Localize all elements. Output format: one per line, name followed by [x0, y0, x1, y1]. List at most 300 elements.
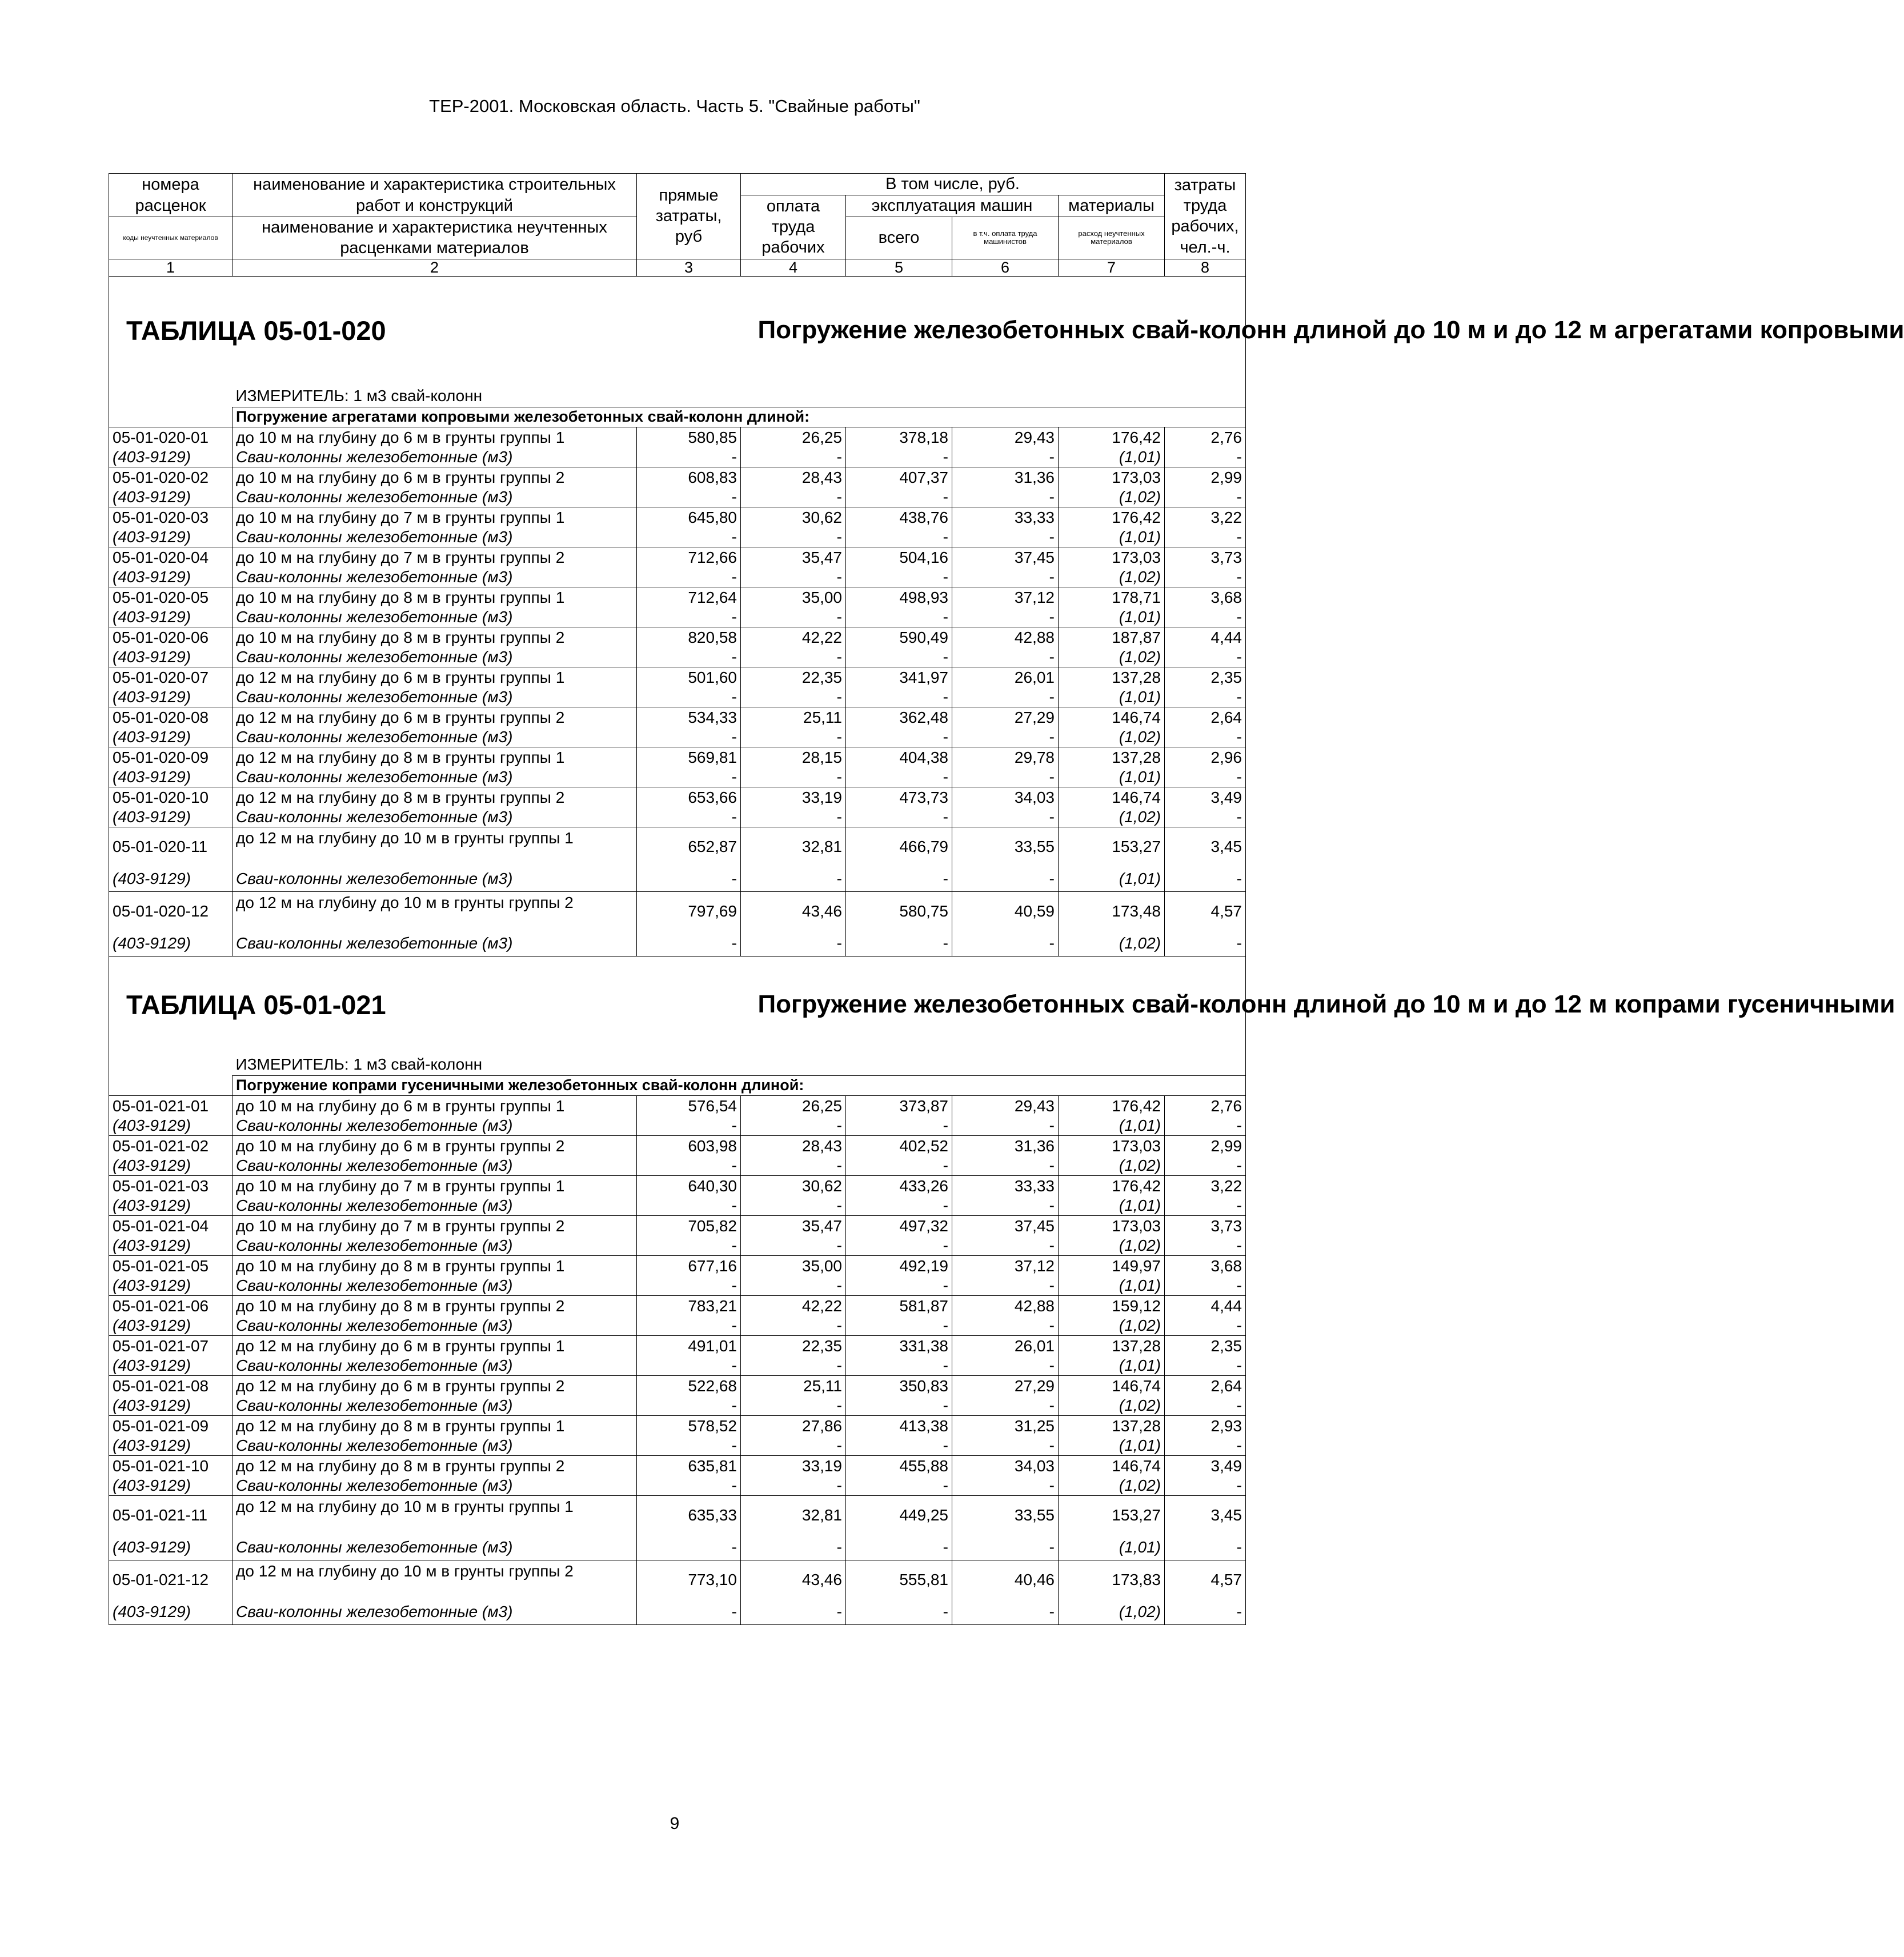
rate-value: 492,19 [846, 1255, 952, 1276]
rate-value: 653,66 [637, 787, 741, 808]
rate-value: 635,33 [637, 1495, 741, 1535]
rate-description: до 10 м на глубину до 6 м в грунты группы 1 [233, 427, 637, 448]
material-description: Сваи-колонны железобетонные (м3) [233, 608, 637, 627]
rate-value: 173,48 [1059, 891, 1165, 931]
material-description: Сваи-колонны железобетонные (м3) [233, 866, 637, 892]
dash-cell: - [846, 688, 952, 707]
material-consumption: (1,02) [1059, 1316, 1165, 1336]
material-code: (403-9129) [109, 528, 233, 547]
dash-cell: - [741, 1236, 846, 1256]
rate-value: 473,73 [846, 787, 952, 808]
rate-value: 26,01 [952, 667, 1059, 688]
rate-description: до 12 м на глубину до 6 м в грунты группы 2 [233, 707, 637, 728]
col-num-5: 5 [846, 259, 952, 276]
rate-value: 153,27 [1059, 1495, 1165, 1535]
rate-value: 187,87 [1059, 627, 1165, 648]
rate-value: 137,28 [1059, 1415, 1165, 1436]
dash-cell: - [952, 1356, 1059, 1376]
rate-value: 27,29 [952, 707, 1059, 728]
material-row [109, 808, 1246, 827]
material-consumption: (1,01) [1059, 1436, 1165, 1456]
dash-cell: - [1165, 808, 1246, 827]
group-spacer [109, 1075, 233, 1095]
material-description: Сваи-колонны железобетонные (м3) [233, 488, 637, 507]
dash-cell: - [637, 1156, 741, 1176]
material-description: Сваи-колонны железобетонные (м3) [233, 1316, 637, 1336]
dash-cell: - [741, 1535, 846, 1560]
rate-value: 30,62 [741, 507, 846, 528]
material-row [109, 1476, 1246, 1496]
rate-value: 27,29 [952, 1375, 1059, 1396]
rate-value: 35,00 [741, 1255, 846, 1276]
dash-cell: - [952, 1156, 1059, 1176]
dash-cell: - [637, 1396, 741, 1416]
rate-value: 3,45 [1165, 827, 1246, 866]
material-row [109, 1116, 1246, 1136]
rate-row [109, 547, 1246, 568]
rate-value: 29,43 [952, 427, 1059, 448]
rate-value: 33,33 [952, 507, 1059, 528]
rate-code: 05-01-021-10 [109, 1455, 233, 1476]
dash-cell: - [952, 808, 1059, 827]
rate-row [109, 667, 1246, 688]
group-spacer [109, 407, 233, 427]
dash-cell: - [741, 1356, 846, 1376]
rate-row [109, 1295, 1246, 1316]
dash-cell: - [952, 1276, 1059, 1296]
material-row [109, 488, 1246, 507]
rate-value: 29,43 [952, 1095, 1059, 1116]
material-consumption: (1,01) [1059, 1535, 1165, 1560]
rate-row [109, 1095, 1246, 1116]
dash-cell: - [637, 1476, 741, 1496]
dash-cell: - [1165, 568, 1246, 587]
rate-value: 178,71 [1059, 587, 1165, 608]
material-code: (403-9129) [109, 866, 233, 892]
rate-description: до 12 м на глубину до 8 м в грунты группы 2 [233, 1455, 637, 1476]
rate-row [109, 1560, 1246, 1599]
rate-row [109, 827, 1246, 866]
rate-value: 2,76 [1165, 427, 1246, 448]
dash-cell: - [846, 488, 952, 507]
material-consumption: (1,02) [1059, 1476, 1165, 1496]
rate-code: 05-01-020-01 [109, 427, 233, 448]
dash-cell: - [1165, 1535, 1246, 1560]
dash-cell: - [637, 808, 741, 827]
rate-description: до 12 м на глубину до 10 м в грунты группы 1 [233, 827, 637, 866]
col3-head: прямые затраты, руб [637, 174, 741, 259]
dash-cell: - [846, 1116, 952, 1136]
rate-value: 2,76 [1165, 1095, 1246, 1116]
dash-cell: - [1165, 1196, 1246, 1216]
rate-value: 40,46 [952, 1560, 1059, 1599]
rate-value: 677,16 [637, 1255, 741, 1276]
dash-cell: - [741, 866, 846, 892]
table-name: Погружение железобетонных свай-колонн длиной до 10 м и до 12 м копрами гусеничными [741, 956, 1246, 1054]
rate-value: 2,35 [1165, 1335, 1246, 1356]
rate-row [109, 1335, 1246, 1356]
rate-value: 569,81 [637, 747, 741, 768]
dash-cell: - [952, 1396, 1059, 1416]
rate-value: 28,43 [741, 1135, 846, 1156]
dash-cell: - [846, 448, 952, 467]
rate-row [109, 627, 1246, 648]
dash-cell: - [952, 448, 1059, 467]
material-code: (403-9129) [109, 931, 233, 957]
rate-value: 2,99 [1165, 467, 1246, 488]
dash-cell: - [741, 488, 846, 507]
rate-value: 2,64 [1165, 707, 1246, 728]
rate-code: 05-01-021-07 [109, 1335, 233, 1356]
dash-cell: - [741, 648, 846, 667]
dash-cell: - [741, 528, 846, 547]
material-consumption: (1,02) [1059, 648, 1165, 667]
dash-cell: - [1165, 1276, 1246, 1296]
dash-cell: - [846, 1156, 952, 1176]
dash-cell: - [952, 688, 1059, 707]
table-header [109, 174, 1246, 277]
incl-head: В том числе, руб. [741, 174, 1165, 195]
col8-head: затраты труда рабочих, чел.-ч. [1165, 174, 1246, 259]
rate-code: 05-01-020-09 [109, 747, 233, 768]
rate-code: 05-01-021-06 [109, 1295, 233, 1316]
rate-code: 05-01-021-11 [109, 1495, 233, 1535]
rate-value: 783,21 [637, 1295, 741, 1316]
dash-cell: - [637, 931, 741, 957]
rate-value: 42,22 [741, 627, 846, 648]
rate-value: 362,48 [846, 707, 952, 728]
page-number: 9 [670, 1814, 680, 1833]
col6-head: в т.ч. оплата труда машинистов [952, 217, 1059, 259]
rate-code: 05-01-021-01 [109, 1095, 233, 1116]
rate-code: 05-01-020-04 [109, 547, 233, 568]
rate-value: 2,99 [1165, 1135, 1246, 1156]
material-row [109, 648, 1246, 667]
rate-description: до 10 м на глубину до 8 м в грунты группы 1 [233, 1255, 637, 1276]
rate-value: 176,42 [1059, 507, 1165, 528]
rate-value: 146,74 [1059, 787, 1165, 808]
rate-value: 42,88 [952, 627, 1059, 648]
dash-cell: - [846, 1436, 952, 1456]
dash-cell: - [952, 488, 1059, 507]
material-consumption: (1,01) [1059, 768, 1165, 787]
dash-cell: - [846, 1276, 952, 1296]
rate-value: 773,10 [637, 1560, 741, 1599]
dash-cell: - [952, 1476, 1059, 1496]
dash-cell: - [846, 866, 952, 892]
rate-description: до 10 м на глубину до 7 м в грунты группы 1 [233, 1175, 637, 1196]
rate-value: 34,03 [952, 787, 1059, 808]
material-description: Сваи-колонны железобетонные (м3) [233, 808, 637, 827]
rate-value: 40,59 [952, 891, 1059, 931]
material-row [109, 568, 1246, 587]
material-consumption: (1,02) [1059, 728, 1165, 747]
rate-value: 466,79 [846, 827, 952, 866]
dash-cell: - [741, 448, 846, 467]
rate-row [109, 587, 1246, 608]
rate-value: 137,28 [1059, 667, 1165, 688]
rate-value: 491,01 [637, 1335, 741, 1356]
rate-description: до 10 м на глубину до 6 м в грунты группы 2 [233, 467, 637, 488]
rate-description: до 10 м на глубину до 8 м в грунты группы 2 [233, 627, 637, 648]
dash-cell: - [952, 568, 1059, 587]
rate-value: 26,01 [952, 1335, 1059, 1356]
material-description: Сваи-колонны железобетонные (м3) [233, 1116, 637, 1136]
rate-value: 35,47 [741, 1215, 846, 1236]
rate-value: 3,68 [1165, 587, 1246, 608]
dash-cell: - [637, 648, 741, 667]
material-row [109, 866, 1246, 892]
dash-cell: - [952, 1535, 1059, 1560]
rate-description: до 10 м на глубину до 6 м в грунты группы 1 [233, 1095, 637, 1116]
material-description: Сваи-колонны железобетонные (м3) [233, 1396, 637, 1416]
dash-cell: - [741, 1396, 846, 1416]
rate-value: 42,88 [952, 1295, 1059, 1316]
rate-row [109, 427, 1246, 448]
material-code: (403-9129) [109, 448, 233, 467]
rate-row [109, 1255, 1246, 1276]
dash-cell: - [846, 1476, 952, 1496]
rate-row [109, 1495, 1246, 1535]
material-description: Сваи-колонны железобетонные (м3) [233, 1276, 637, 1296]
dash-cell: - [846, 728, 952, 747]
measure-row [109, 1054, 1246, 1076]
rate-code: 05-01-021-09 [109, 1415, 233, 1436]
material-code: (403-9129) [109, 1599, 233, 1625]
col-num-7: 7 [1059, 259, 1165, 276]
rate-value: 522,68 [637, 1375, 741, 1396]
dash-cell: - [637, 866, 741, 892]
dash-cell: - [952, 728, 1059, 747]
rate-code: 05-01-020-10 [109, 787, 233, 808]
material-code: (403-9129) [109, 1396, 233, 1416]
rate-value: 635,81 [637, 1455, 741, 1476]
rate-code: 05-01-021-04 [109, 1215, 233, 1236]
dash-cell: - [741, 608, 846, 627]
measure-spacer [109, 385, 233, 407]
rate-value: 3,22 [1165, 507, 1246, 528]
material-code: (403-9129) [109, 1236, 233, 1256]
rate-row [109, 1175, 1246, 1196]
dash-cell: - [741, 808, 846, 827]
material-row [109, 608, 1246, 627]
material-consumption: (1,02) [1059, 808, 1165, 827]
material-consumption: (1,02) [1059, 488, 1165, 507]
rate-value: 176,42 [1059, 1095, 1165, 1116]
rate-value: 4,44 [1165, 1295, 1246, 1316]
measure-row [109, 385, 1246, 407]
material-consumption: (1,01) [1059, 528, 1165, 547]
dash-cell: - [637, 728, 741, 747]
group-text: Погружение копрами гусеничными железобетонных свай-колонн длиной: [233, 1075, 1246, 1095]
col-num-2: 2 [233, 259, 637, 276]
material-row [109, 1236, 1246, 1256]
rate-code: 05-01-020-12 [109, 891, 233, 931]
rate-value: 173,03 [1059, 467, 1165, 488]
rate-value: 2,64 [1165, 1375, 1246, 1396]
group-row [109, 1075, 1246, 1095]
dash-cell: - [1165, 1156, 1246, 1176]
rate-row [109, 467, 1246, 488]
rate-value: 576,54 [637, 1095, 741, 1116]
material-code: (403-9129) [109, 768, 233, 787]
materials-head: материалы [1059, 195, 1165, 217]
rate-value: 173,03 [1059, 1135, 1165, 1156]
dash-cell: - [952, 1196, 1059, 1216]
material-code: (403-9129) [109, 488, 233, 507]
dash-cell: - [846, 808, 952, 827]
rate-code: 05-01-021-05 [109, 1255, 233, 1276]
material-description: Сваи-колонны железобетонные (м3) [233, 648, 637, 667]
material-description: Сваи-колонны железобетонные (м3) [233, 931, 637, 957]
rate-value: 26,25 [741, 427, 846, 448]
col-num-1: 1 [109, 259, 233, 276]
material-code: (403-9129) [109, 1356, 233, 1376]
rate-value: 433,26 [846, 1175, 952, 1196]
dash-cell: - [846, 1316, 952, 1336]
rate-value: 146,74 [1059, 1455, 1165, 1476]
rate-code: 05-01-020-06 [109, 627, 233, 648]
material-row [109, 1356, 1246, 1376]
dash-cell: - [952, 866, 1059, 892]
dash-cell: - [637, 1196, 741, 1216]
rate-value: 504,16 [846, 547, 952, 568]
dash-cell: - [846, 1236, 952, 1256]
rate-value: 30,62 [741, 1175, 846, 1196]
rate-value: 2,96 [1165, 747, 1246, 768]
dash-cell: - [846, 568, 952, 587]
dash-cell: - [952, 1116, 1059, 1136]
rate-value: 37,12 [952, 587, 1059, 608]
rate-value: 555,81 [846, 1560, 952, 1599]
material-description: Сваи-колонны железобетонные (м3) [233, 728, 637, 747]
material-description: Сваи-колонны железобетонные (м3) [233, 768, 637, 787]
dash-cell: - [952, 768, 1059, 787]
material-consumption: (1,02) [1059, 1599, 1165, 1625]
rate-value: 4,44 [1165, 627, 1246, 648]
dash-cell: - [741, 1156, 846, 1176]
rate-code: 05-01-020-03 [109, 507, 233, 528]
material-consumption: (1,01) [1059, 1356, 1165, 1376]
rates-table [109, 173, 1904, 1625]
dash-cell: - [952, 1316, 1059, 1336]
rate-description: до 12 м на глубину до 8 м в грунты группы 2 [233, 787, 637, 808]
dash-cell: - [1165, 1316, 1246, 1336]
material-consumption: (1,02) [1059, 931, 1165, 957]
rate-description: до 12 м на глубину до 8 м в грунты группы 1 [233, 747, 637, 768]
dash-cell: - [1165, 1236, 1246, 1256]
material-description: Сваи-колонны железобетонные (м3) [233, 688, 637, 707]
rate-value: 37,12 [952, 1255, 1059, 1276]
material-consumption: (1,01) [1059, 448, 1165, 467]
material-consumption: (1,01) [1059, 866, 1165, 892]
dash-cell: - [637, 488, 741, 507]
dash-cell: - [1165, 688, 1246, 707]
rate-description: до 10 м на глубину до 7 м в грунты группы 2 [233, 1215, 637, 1236]
dash-cell: - [952, 931, 1059, 957]
rate-value: 32,81 [741, 827, 846, 866]
material-description: Сваи-колонны железобетонные (м3) [233, 1436, 637, 1456]
dash-cell: - [1165, 1599, 1246, 1625]
dash-cell: - [1165, 1476, 1246, 1496]
rate-value: 580,85 [637, 427, 741, 448]
dash-cell: - [741, 688, 846, 707]
rate-value: 33,33 [952, 1175, 1059, 1196]
dash-cell: - [1165, 728, 1246, 747]
rate-value: 3,45 [1165, 1495, 1246, 1535]
rate-description: до 12 м на глубину до 6 м в грунты группы 1 [233, 667, 637, 688]
rate-value: 29,78 [952, 747, 1059, 768]
rate-value: 33,55 [952, 1495, 1059, 1535]
table-code: ТАБЛИЦА 05-01-020 [109, 276, 741, 385]
dash-cell: - [741, 1599, 846, 1625]
rate-description: до 10 м на глубину до 7 м в грунты группы 2 [233, 547, 637, 568]
rate-value: 497,32 [846, 1215, 952, 1236]
rate-value: 705,82 [637, 1215, 741, 1236]
rate-value: 173,83 [1059, 1560, 1165, 1599]
rate-value: 3,73 [1165, 1215, 1246, 1236]
material-row [109, 688, 1246, 707]
rate-value: 43,46 [741, 1560, 846, 1599]
rate-value: 37,45 [952, 547, 1059, 568]
rate-value: 173,03 [1059, 547, 1165, 568]
dash-cell: - [952, 608, 1059, 627]
dash-cell: - [1165, 608, 1246, 627]
rate-value: 402,52 [846, 1135, 952, 1156]
rate-value: 33,19 [741, 787, 846, 808]
dash-cell: - [637, 1276, 741, 1296]
rate-value: 25,11 [741, 1375, 846, 1396]
dash-cell: - [741, 1196, 846, 1216]
rate-value: 590,49 [846, 627, 952, 648]
dash-cell: - [846, 1356, 952, 1376]
rate-value: 4,57 [1165, 1560, 1246, 1599]
material-consumption: (1,02) [1059, 568, 1165, 587]
rate-value: 137,28 [1059, 747, 1165, 768]
col-num-4: 4 [741, 259, 846, 276]
material-code: (403-9129) [109, 608, 233, 627]
dash-cell: - [1165, 488, 1246, 507]
rate-description: до 10 м на глубину до 7 м в грунты группы 1 [233, 507, 637, 528]
rate-value: 449,25 [846, 1495, 952, 1535]
rate-description: до 12 м на глубину до 10 м в грунты группы 2 [233, 1560, 637, 1599]
col1-head-bottom: коды неучтенных материалов [109, 217, 233, 259]
rate-row [109, 747, 1246, 768]
dash-cell: - [846, 931, 952, 957]
rate-row [109, 707, 1246, 728]
material-code: (403-9129) [109, 1196, 233, 1216]
dash-cell: - [952, 648, 1059, 667]
material-row [109, 528, 1246, 547]
rate-value: 43,46 [741, 891, 846, 931]
material-row [109, 448, 1246, 467]
dash-cell: - [846, 1599, 952, 1625]
dash-cell: - [741, 568, 846, 587]
rate-description: до 10 м на глубину до 8 м в грунты группы 1 [233, 587, 637, 608]
rate-value: 373,87 [846, 1095, 952, 1116]
dash-cell: - [637, 1599, 741, 1625]
dash-cell: - [1165, 768, 1246, 787]
material-row [109, 1599, 1246, 1625]
material-consumption: (1,02) [1059, 1236, 1165, 1256]
dash-cell: - [637, 1116, 741, 1136]
col7-head: расход неучтенных материалов [1059, 217, 1165, 259]
rate-value: 3,68 [1165, 1255, 1246, 1276]
dash-cell: - [637, 1436, 741, 1456]
rate-value: 578,52 [637, 1415, 741, 1436]
rate-row [109, 1455, 1246, 1476]
dash-cell: - [637, 1316, 741, 1336]
